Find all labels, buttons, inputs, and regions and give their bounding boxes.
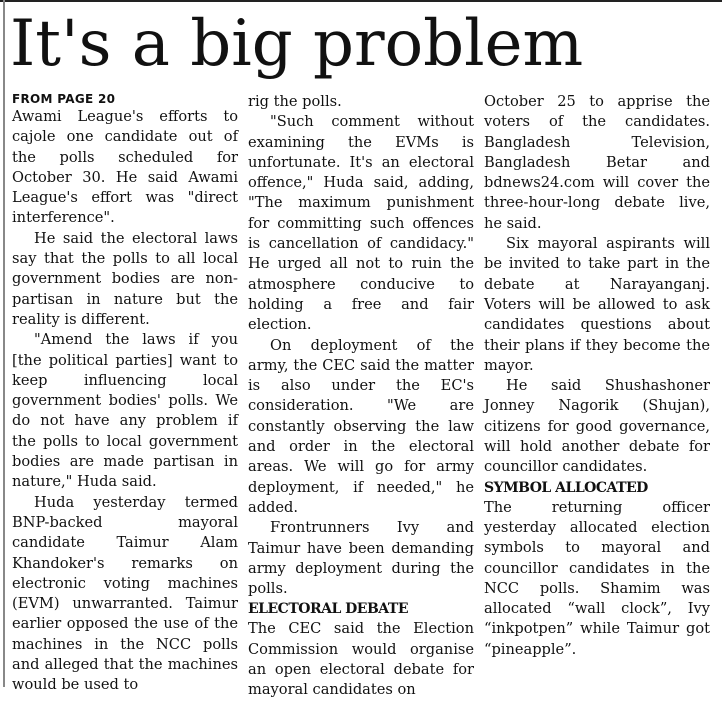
subheading-electoral-debate: ELECTORAL DEBATE	[248, 601, 408, 618]
paragraph: The returning officer yesterday allocated election symbols to mayoral and councillor candidates in the NCC polls. Shamim was allocated “wall clock”, Ivy “inkpotpen” while Taimur got “pineapple”.	[484, 498, 710, 658]
paragraph: "Such comment without examining the EVMs is unfortunate. It's an electoral offence," Huda said, adding, "The maximum punishment for committing such offences is cancellation of candidacy." He urged all not to ruin the atmosphere conducive to holding a free and fair election.	[248, 113, 474, 334]
subheading-symbol-allocated: SYMBOL ALLOCATED	[484, 479, 648, 496]
column-1	[12, 92, 238, 694]
paragraph: Six mayoral aspirants will be invited to take part in the debate at Narayanganj. Voters will be allowed to ask candidates questions about their plans if they become the mayor.	[484, 235, 710, 374]
headline: It's a big problem	[10, 7, 584, 81]
paragraph: The CEC said the Election Commission would organise an open electoral debate for mayoral candidates on	[248, 620, 474, 699]
paragraph: On deployment of the army, the CEC said the matter is also under the EC's consideration. "We are constantly observing the law and order in the electoral areas. We will go for army deployment, if needed," he added.	[248, 336, 474, 516]
paragraph: He said Shushashoner Jonney Nagorik (Shujan), citizens for good governance, will hold another debate for councillor candidates.	[484, 377, 710, 476]
column-3	[484, 92, 710, 687]
article-body	[12, 92, 712, 699]
continuation-kicker: FROM PAGE 20	[12, 92, 116, 106]
paragraph: He said the electoral laws say that the polls to all local government bodies are non-partisan in nature but the reality is different.	[12, 229, 238, 328]
paragraph: "Amend the laws if you [the political parties] want to keep influencing local government bodies' polls. We do not have any problem if the polls to local government bodies are made partisan in nature," Huda said.	[12, 331, 238, 491]
left-border	[3, 0, 5, 687]
paragraph: Frontrunners Ivy and Taimur have been demanding army deployment during the polls.	[248, 519, 474, 598]
column-2	[248, 92, 474, 699]
paragraph: rig the polls.	[248, 93, 342, 110]
paragraph: Huda yesterday termed BNP-backed mayoral candidate Taimur Alam Khandoker's remarks on electronic voting machines (EVM) unwarranted. Taimur earlier opposed the use of the machines in the NCC polls and alleged that the machines would be used to	[12, 493, 238, 694]
top-border	[0, 0, 722, 2]
paragraph: October 25 to apprise the voters of the candidates. Bangladesh Television, Bangladesh Betar and bdnews24.com will cover the three-hour-long debate live, he said.	[484, 93, 710, 232]
paragraph: Awami League's efforts to cajole one candidate out of the polls scheduled for October 30. He said Awami League's effort was "direct interference".	[12, 108, 238, 227]
